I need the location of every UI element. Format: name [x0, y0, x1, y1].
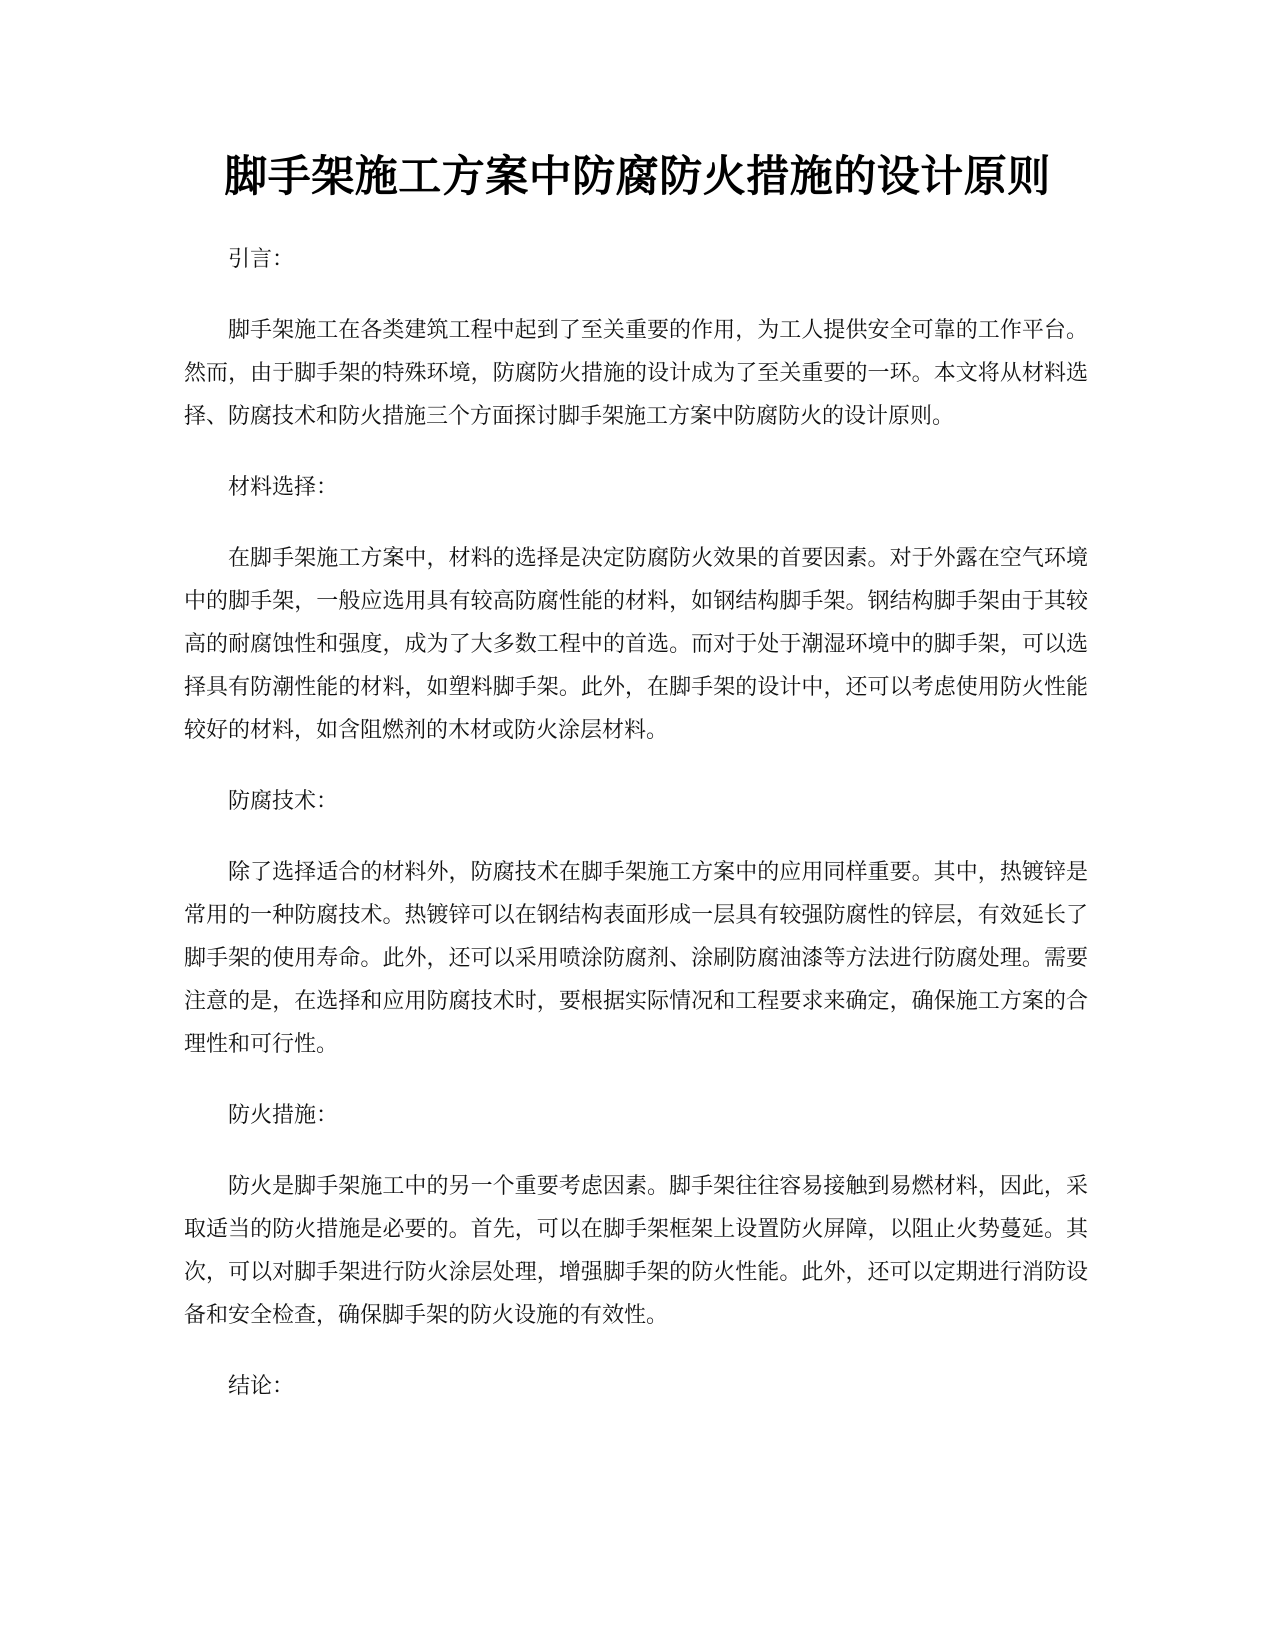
- section-heading-material-selection: 材料选择：: [228, 475, 339, 500]
- document-body: [184, 238, 1088, 1436]
- section-heading-fire-prevention: 防火措施：: [228, 1103, 339, 1128]
- section-heading-introduction: 引言：: [228, 247, 295, 272]
- section-paragraph-anticorrosion: 除了选择适合的材料外，防腐技术在脚手架施工方案中的应用同样重要。其中，热镀锌是常用的一种防腐技术。热镀锌可以在钢结构表面形成一层具有较强防腐性的锌层，有效延长了脚手架的使用寿命。此外，还可以采用喷涂防腐剂、涂刷防腐油漆等方法进行防腐处理。需要注意的是，在选择和应用防腐技术时，要根据实际情况和工程要求来确定，确保施工方案的合理性和可行性。: [184, 860, 1088, 1057]
- section-paragraph-introduction: 脚手架施工在各类建筑工程中起到了至关重要的作用，为工人提供安全可靠的工作平台。然而，由于脚手架的特殊环境，防腐防火措施的设计成为了至关重要的一环。本文将从材料选择、防腐技术和防火措施三个方面探讨脚手架施工方案中防腐防火的设计原则。: [184, 318, 1088, 429]
- section-paragraph-fire-prevention: 防火是脚手架施工中的另一个重要考虑因素。脚手架往往容易接触到易燃材料，因此，采取适当的防火措施是必要的。首先，可以在脚手架框架上设置防火屏障，以阻止火势蔓延。其次，可以对脚手架进行防火涂层处理，增强脚手架的防火性能。此外，还可以定期进行消防设备和安全检查，确保脚手架的防火设施的有效性。: [184, 1174, 1088, 1328]
- section-heading-conclusion: 结论：: [228, 1374, 295, 1399]
- section-paragraph-material-selection: 在脚手架施工方案中，材料的选择是决定防腐防火效果的首要因素。对于外露在空气环境中的脚手架，一般应选用具有较高防腐性能的材料，如钢结构脚手架。钢结构脚手架由于其较高的耐腐蚀性和强度，成为了大多数工程中的首选。而对于处于潮湿环境中的脚手架，可以选择具有防潮性能的材料，如塑料脚手架。此外，在脚手架的设计中，还可以考虑使用防火性能较好的材料，如含阻燃剂的木材或防火涂层材料。: [184, 546, 1088, 743]
- section-heading-anticorrosion: 防腐技术：: [228, 789, 339, 814]
- document-title: 脚手架施工方案中防腐防火措施的设计原则: [224, 152, 1051, 202]
